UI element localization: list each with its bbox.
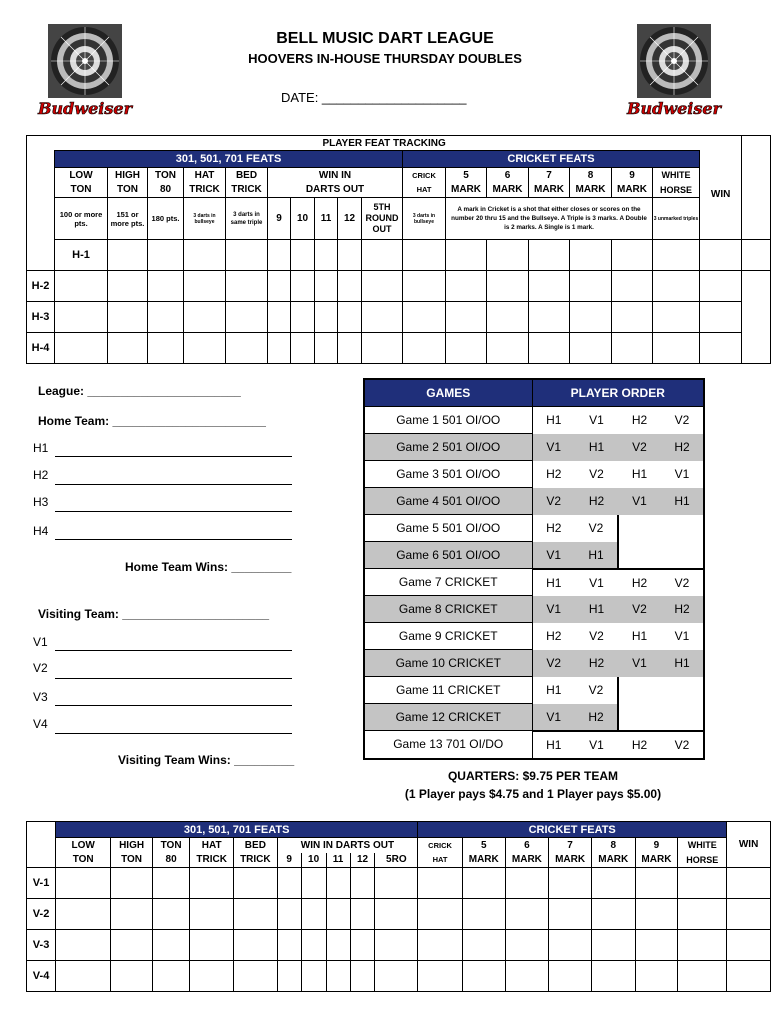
player-order-cell: H2 — [661, 434, 704, 461]
page-title: BELL MUSIC DART LEAGUE — [276, 30, 494, 47]
player-order-cell: V1 — [674, 629, 690, 643]
games-header: GAMES — [364, 379, 532, 407]
row-label: V-2 — [27, 899, 56, 930]
player-order-cell: H1 — [661, 488, 704, 515]
col-8-mark: 8 — [591, 838, 635, 853]
player-order-cell: V2 — [575, 515, 618, 542]
col-7-mark: 7 — [529, 168, 570, 183]
player-order-cell: V1 — [532, 704, 575, 731]
player-order-cell: H1 — [575, 542, 618, 569]
desc-11: 11 — [315, 198, 338, 240]
desc-ton80: 180 pts. — [148, 198, 184, 240]
col-bed-trick: BED — [226, 168, 268, 183]
game-row — [364, 407, 704, 434]
game-name: Game 12 CRICKET — [364, 704, 532, 731]
col-hat-trick: HAT — [190, 838, 234, 853]
player-order-cell: H1 — [546, 683, 562, 697]
col-bed-trick: BED — [234, 838, 278, 853]
group-cricket-header: CRICKET FEATS — [418, 822, 727, 838]
game-name: Game 6 501 OI/OO — [364, 542, 532, 569]
group-301-header: 301, 501, 701 FEATS — [55, 151, 403, 168]
home-team-wins-field[interactable]: Home Team Wins: _________ — [125, 560, 292, 574]
player-order-cell: V1 — [532, 596, 575, 623]
col-white-horse: WHITE — [653, 168, 700, 183]
col-7-mark-2: MARK — [549, 853, 592, 868]
player-order-cell: H2 — [618, 731, 661, 759]
player-order-cell: H2 — [546, 629, 562, 643]
player-order-cell: V2 — [532, 488, 575, 515]
page-subtitle: HOOVERS IN-HOUSE THURSDAY DOUBLES — [248, 51, 522, 66]
player-order-cell: H1 — [532, 731, 575, 759]
player-order-cell: V2 — [618, 596, 661, 623]
player-order-cell: H1 — [661, 650, 704, 677]
desc-white-horse: 3 unmarked triples — [653, 198, 700, 240]
row-label: H-1 — [55, 240, 108, 271]
game-name: Game 8 CRICKET — [364, 596, 532, 623]
col-high-ton-2: TON — [111, 853, 153, 868]
game-row — [364, 596, 704, 623]
table-row — [27, 271, 771, 302]
player-order-header: PLAYER ORDER — [532, 379, 704, 407]
desc-mark: A mark in Cricket is a shot that either closes or scores on the number 20 thru 15 and the Bullseye. A Triple is 3 marks. A Double is 2 marks. A Single is 1 mark. — [446, 198, 653, 240]
home-player-line[interactable] — [55, 511, 292, 512]
player-order-cell: V2 — [589, 629, 604, 643]
col-6-mark: 6 — [487, 168, 529, 183]
row-label: V-4 — [27, 961, 56, 992]
desc-10: 10 — [291, 198, 315, 240]
col-low-ton-2: TON — [56, 853, 111, 868]
col-8-mark: 8 — [570, 168, 612, 183]
visitor-feat-table — [26, 821, 771, 992]
games-table — [363, 378, 705, 760]
desc-9: 9 — [268, 198, 291, 240]
home-player-line[interactable] — [55, 539, 292, 540]
game-row — [364, 515, 704, 542]
sub-12: 12 — [350, 853, 375, 868]
game-name: Game 1 501 OI/OO — [364, 407, 532, 434]
player-order-cell: H2 — [546, 467, 562, 481]
col-5-mark: 5 — [446, 168, 487, 183]
col-7-mark-2: MARK — [529, 183, 570, 198]
col-9-mark-2: MARK — [612, 183, 653, 198]
date-field[interactable]: DATE: ____________________ — [281, 90, 467, 105]
desc-bed-trick: 3 darts in same triple — [226, 198, 268, 240]
col-bed-trick-2: TRICK — [234, 853, 278, 868]
home-player-label: H2 — [33, 468, 49, 482]
game-row — [364, 461, 704, 488]
desc-5th-round: 5TH ROUND OUT — [362, 198, 403, 240]
row-label: H-4 — [27, 333, 55, 364]
visiting-team-wins-field[interactable]: Visiting Team Wins: _________ — [118, 753, 295, 767]
visiting-player-label: V3 — [33, 690, 48, 704]
col-5-mark-2: MARK — [446, 183, 487, 198]
game-name: Game 11 CRICKET — [364, 677, 532, 704]
visiting-player-line[interactable] — [55, 733, 292, 734]
col-hat-trick-2: TRICK — [190, 853, 234, 868]
player-order-cell: V2 — [674, 413, 690, 428]
quarters-line-1: QUARTERS: $9.75 PER TEAM — [447, 769, 619, 783]
col-6-mark-2: MARK — [487, 183, 529, 198]
visiting-player-label: V4 — [33, 717, 48, 731]
col-7-mark: 7 — [549, 838, 592, 853]
player-order-cell: V1 — [589, 413, 604, 428]
row-label: H-2 — [27, 271, 55, 302]
svg-text:Budweiser: Budweiser — [38, 99, 132, 118]
game-row — [364, 569, 704, 596]
col-9-mark: 9 — [612, 168, 653, 183]
player-order-cell: V1 — [618, 488, 661, 515]
col-ton80-2: 80 — [148, 183, 184, 198]
table-row — [27, 961, 771, 992]
col-white-horse: WHITE — [678, 838, 727, 853]
visiting-player-label: V1 — [33, 635, 48, 649]
col-low-ton: LOW — [55, 168, 108, 183]
player-order-cell: V1 — [532, 434, 575, 461]
sub-10: 10 — [301, 853, 326, 868]
svg-text:Budweiser: Budweiser — [627, 99, 721, 118]
player-order-cell: V2 — [589, 467, 604, 481]
col-5-mark-2: MARK — [462, 853, 505, 868]
col-6-mark-2: MARK — [505, 853, 549, 868]
sub-9: 9 — [277, 853, 301, 868]
row-label: V-1 — [27, 868, 56, 899]
player-order-cell: H2 — [631, 413, 648, 428]
game-name: Game 5 501 OI/OO — [364, 515, 532, 542]
player-order-cell: V1 — [575, 731, 618, 759]
player-order-cell: V1 — [674, 467, 690, 481]
col-6-mark: 6 — [505, 838, 549, 853]
visiting-player-line[interactable] — [55, 705, 292, 706]
game-name: Game 10 CRICKET — [364, 650, 532, 677]
player-order-cell: H2 — [618, 569, 661, 596]
col-win-in-2: DARTS OUT — [268, 183, 403, 198]
col-high-ton: HIGH — [108, 168, 148, 183]
player-order-cell: V1 — [575, 569, 618, 596]
col-hat-trick: HAT — [184, 168, 226, 183]
player-order-cell: V2 — [532, 650, 575, 677]
player-order-cell: V1 — [618, 650, 661, 677]
table-row — [27, 868, 771, 899]
col-5-mark: 5 — [462, 838, 505, 853]
league-field[interactable]: League: _______________________ — [38, 384, 241, 398]
row-label: H-3 — [27, 302, 55, 333]
group-cricket-header: CRICKET FEATS — [403, 151, 700, 168]
game-row — [364, 488, 704, 515]
visiting-team-field[interactable]: Visiting Team: ______________________ — [38, 607, 270, 621]
quarters-line-2: (1 Player pays $4.75 and 1 Player pays $5.00) — [404, 787, 662, 801]
player-order-cell: V2 — [661, 569, 704, 596]
desc-high-ton: 151 or more pts. — [108, 198, 148, 240]
row-label: V-3 — [27, 930, 56, 961]
col-hat-trick-2: TRICK — [184, 183, 226, 198]
home-player-line[interactable] — [55, 456, 292, 457]
col-ton80-2: 80 — [152, 853, 189, 868]
player-order-cell: H2 — [575, 488, 618, 515]
col-9-mark: 9 — [635, 838, 678, 853]
game-row — [364, 677, 704, 704]
col-9-mark-2: MARK — [635, 853, 678, 868]
home-player-label: H4 — [33, 524, 49, 538]
col-win-in: WIN IN DARTS OUT — [277, 838, 417, 853]
player-order-cell: H1 — [546, 413, 562, 428]
player-order-cell: H2 — [546, 521, 562, 535]
game-name: Game 3 501 OI/OO — [364, 461, 532, 488]
group-301-header: 301, 501, 701 FEATS — [56, 822, 418, 838]
desc-crick-hat: 3 darts in bullseye — [403, 198, 446, 240]
player-order-cell: H1 — [631, 467, 648, 481]
visiting-player-line[interactable] — [55, 678, 292, 679]
col-low-ton: LOW — [56, 838, 111, 853]
feat-table-title: PLAYER FEAT TRACKING — [27, 136, 742, 151]
win-header: WIN — [700, 151, 742, 240]
col-ton80: TON — [148, 168, 184, 183]
col-low-ton-2: TON — [55, 183, 108, 198]
player-order-cell: H1 — [575, 596, 618, 623]
home-player-label: H3 — [33, 495, 49, 509]
col-bed-trick-2: TRICK — [226, 183, 268, 198]
game-row — [364, 434, 704, 461]
game-row — [364, 731, 704, 759]
home-player-label: H1 — [33, 441, 49, 455]
win-header: WIN — [727, 822, 771, 868]
game-name: Game 4 501 OI/OO — [364, 488, 532, 515]
col-crick-hat: CRICK — [418, 838, 463, 853]
table-row — [27, 333, 771, 364]
player-order-cell: H1 — [532, 569, 575, 596]
table-row — [27, 240, 771, 271]
game-name: Game 9 CRICKET — [364, 623, 532, 650]
game-name: Game 2 501 OI/OO — [364, 434, 532, 461]
table-row — [27, 302, 771, 333]
desc-low-ton: 100 or more pts. — [55, 198, 108, 240]
sub-11: 11 — [326, 853, 350, 868]
player-order-cell: H1 — [631, 629, 648, 643]
player-order-cell: V2 — [575, 677, 618, 704]
player-order-cell: V1 — [532, 542, 575, 569]
table-row — [27, 930, 771, 961]
col-ton80: TON — [152, 838, 189, 853]
player-order-cell: H2 — [661, 596, 704, 623]
home-team-field[interactable]: Home Team: _______________________ — [38, 414, 266, 428]
game-name: Game 13 701 OI/DO — [364, 731, 532, 759]
player-order-cell: V2 — [618, 434, 661, 461]
col-win-in: WIN IN — [268, 168, 403, 183]
col-white-horse-2: HORSE — [678, 853, 727, 868]
player-order-cell: H2 — [575, 650, 618, 677]
col-crick-hat: CRICK — [403, 168, 446, 183]
col-8-mark-2: MARK — [570, 183, 612, 198]
col-high-ton: HIGH — [111, 838, 153, 853]
player-feat-table — [26, 135, 771, 364]
visiting-player-line[interactable] — [55, 650, 292, 651]
game-name: Game 7 CRICKET — [364, 569, 532, 596]
desc-hat-trick: 3 darts in bullseye — [184, 198, 226, 240]
col-white-horse-2: HORSE — [653, 183, 700, 198]
col-8-mark-2: MARK — [591, 853, 635, 868]
visiting-player-label: V2 — [33, 661, 48, 675]
player-order-cell: V2 — [661, 731, 704, 759]
game-row — [364, 650, 704, 677]
desc-12: 12 — [338, 198, 362, 240]
player-order-cell: H2 — [575, 704, 618, 731]
col-crick-hat-2: HAT — [418, 853, 463, 868]
col-high-ton-2: TON — [108, 183, 148, 198]
col-crick-hat-2: HAT — [403, 183, 446, 198]
home-player-line[interactable] — [55, 484, 292, 485]
sub-5ro: 5RO — [375, 853, 418, 868]
table-row — [27, 899, 771, 930]
game-row — [364, 623, 704, 650]
player-order-cell: H1 — [575, 434, 618, 461]
